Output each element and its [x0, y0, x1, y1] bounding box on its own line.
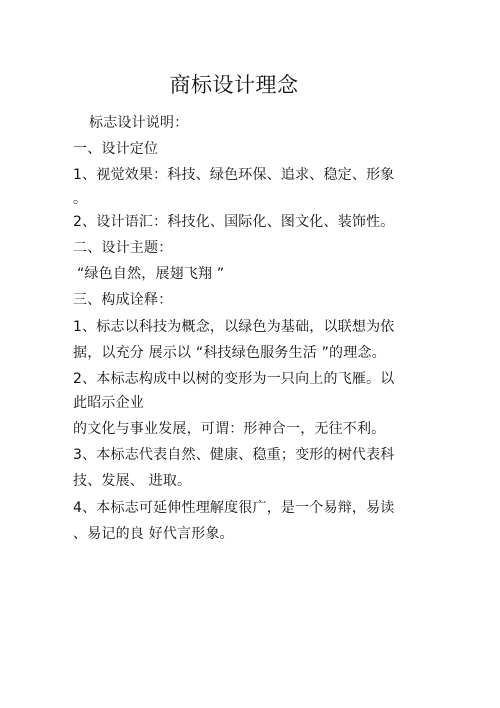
text-line: “绿色自然，展翅飞翔 ” — [77, 266, 225, 282]
text-line: 标志设计说明： — [89, 115, 189, 131]
text-line: 3、本标志代表自然、健康、稳重；变形的树代表科 — [73, 447, 395, 463]
text-line: 2、设计语汇：科技化、国际化、图文化、装饰性。 — [73, 214, 395, 230]
text-line: 、易记的良 好代言形象。 — [73, 526, 234, 542]
text-line: 。 — [73, 191, 88, 207]
text-line: 的文化与事业发展，可谓：形神合一，无往不利。 — [73, 421, 386, 437]
text-line: 三、构成诠释： — [73, 292, 173, 308]
text-line: 据，以充分 展示以 “科技绿色服务生活 ”的理念。 — [73, 345, 386, 361]
text-line: 1、视觉效果：科技、绿色环保、追求、稳定、形象 — [73, 167, 395, 183]
text-line: 4、本标志可延伸性理解度很广，是一个易辩，易读 — [73, 500, 395, 516]
text-line: 二、设计主题： — [73, 240, 173, 256]
text-line: 一、设计定位 — [73, 141, 159, 157]
text-line: 此昭示企业 — [73, 395, 144, 411]
text-line: 2、本标志构成中以树的变形为一只向上的飞雁。以 — [73, 371, 395, 387]
text-line: 技、发展、 进取。 — [73, 473, 192, 489]
text-line: 1、标志以科技为概念，以绿色为基础，以联想为依 — [73, 319, 395, 335]
document-title: 商标设计理念 — [169, 73, 299, 97]
